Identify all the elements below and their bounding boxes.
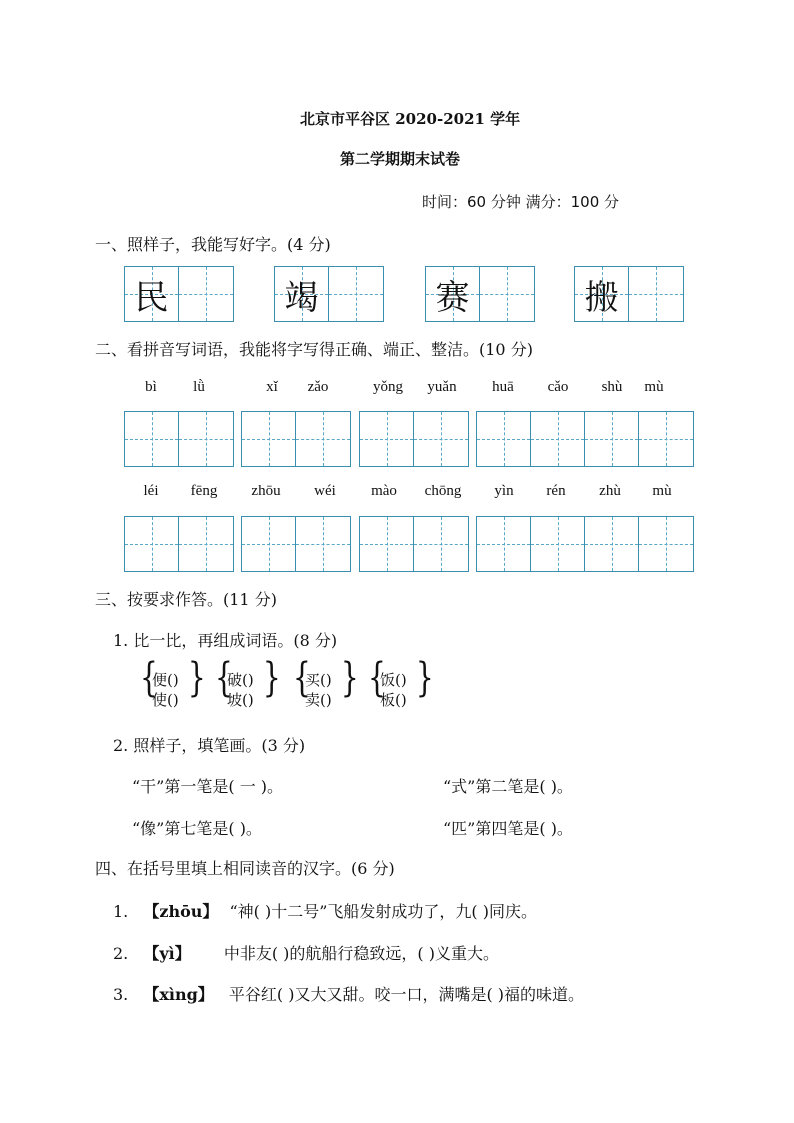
homophone-item-3[interactable] bbox=[113, 982, 584, 1005]
pinyin: zhōu bbox=[251, 483, 281, 499]
pair-char[interactable]: 便() bbox=[152, 671, 179, 689]
left-brace: { bbox=[368, 655, 386, 701]
pinyin: léi bbox=[143, 483, 159, 499]
writing-grid[interactable] bbox=[476, 411, 694, 467]
homophone-item-2[interactable] bbox=[113, 941, 499, 964]
question-3-1: 1. 比一比，再组成词语。(8 分) bbox=[113, 631, 338, 650]
item-number: 1. bbox=[113, 902, 129, 921]
stroke-question-2[interactable]: “式”第二笔是( )。 bbox=[443, 777, 573, 796]
pinyin: yuǎn bbox=[427, 379, 457, 395]
writing-grid[interactable] bbox=[359, 411, 469, 467]
sample-grid-1 bbox=[124, 266, 234, 322]
pinyin: mào bbox=[371, 483, 397, 499]
pinyin: chōng bbox=[424, 483, 462, 499]
pinyin: shù bbox=[601, 379, 623, 395]
pinyin: bì bbox=[145, 379, 157, 395]
item-pinyin: 【yì】 bbox=[143, 944, 191, 963]
pinyin: cǎo bbox=[547, 379, 569, 395]
pinyin: mù bbox=[644, 379, 664, 395]
sample-grid-3 bbox=[425, 266, 535, 322]
pair-char[interactable]: 破() bbox=[227, 671, 254, 689]
pair-char[interactable]: 卖() bbox=[305, 691, 332, 709]
section1-title: 一、照样子，我能写好字。(4 分) bbox=[95, 235, 331, 254]
pinyin: fēng bbox=[190, 483, 218, 499]
sample-char: 搬 bbox=[584, 277, 619, 318]
sample-grid-4 bbox=[574, 266, 684, 322]
left-brace: { bbox=[293, 655, 311, 701]
pinyin: yǒng bbox=[373, 379, 403, 395]
right-brace: } bbox=[187, 655, 206, 701]
pair-char[interactable]: 买() bbox=[305, 671, 332, 689]
right-brace: } bbox=[262, 655, 281, 701]
left-brace: { bbox=[215, 655, 233, 701]
compare-pair-4 bbox=[368, 655, 434, 712]
compare-pair-3 bbox=[293, 655, 359, 712]
exam-title: 北京市平谷区 2020-2021 学年 bbox=[300, 110, 521, 128]
pair-char[interactable]: 使() bbox=[152, 691, 179, 709]
item-number: 2. bbox=[113, 944, 129, 963]
pinyin: rén bbox=[546, 483, 566, 499]
item-number: 3. bbox=[113, 985, 129, 1004]
writing-grid[interactable] bbox=[124, 411, 234, 467]
writing-grid[interactable] bbox=[476, 516, 694, 572]
pinyin: wéi bbox=[314, 483, 336, 499]
item-text: 平谷红( )又大又甜。咬一口，满嘴是( )福的味道。 bbox=[228, 985, 585, 1004]
right-brace: } bbox=[340, 655, 359, 701]
item-pinyin: 【xìng】 bbox=[143, 985, 214, 1004]
right-brace: } bbox=[415, 655, 434, 701]
sample-char: 赛 bbox=[435, 277, 470, 318]
section4-title: 四、在括号里填上相同读音的汉字。(6 分) bbox=[95, 859, 395, 878]
section2-title: 二、看拼音写词语，我能将字写得正确、端正、整洁。(10 分) bbox=[95, 340, 533, 359]
pair-char[interactable]: 饭() bbox=[380, 671, 407, 689]
homophone-item-1[interactable] bbox=[113, 899, 537, 922]
item-text: 中非友( )的航船行稳致远，( )义重大。 bbox=[223, 944, 499, 963]
stroke-question-3[interactable]: “像”第七笔是( )。 bbox=[132, 819, 262, 838]
item-pinyin: 【zhōu】 bbox=[143, 902, 219, 921]
compare-pair-1 bbox=[140, 655, 206, 712]
pinyin: huā bbox=[492, 379, 514, 395]
pinyin: xǐ bbox=[266, 379, 278, 395]
pinyin: zhù bbox=[599, 483, 621, 499]
compare-pair-2 bbox=[215, 655, 281, 712]
pair-char[interactable]: 坡() bbox=[227, 691, 254, 709]
item-text: “神( )十二号”飞船发射成功了，九( )同庆。 bbox=[229, 902, 537, 921]
stroke-question-1[interactable]: “干”第一笔是( 一 )。 bbox=[132, 777, 284, 796]
section3-title: 三、按要求作答。(11 分) bbox=[95, 590, 277, 609]
writing-grid[interactable] bbox=[124, 516, 234, 572]
pinyin: mù bbox=[652, 483, 672, 499]
sample-char: 竭 bbox=[284, 277, 319, 318]
pinyin: yìn bbox=[494, 483, 514, 499]
stroke-question-4[interactable]: “匹”第四笔是( )。 bbox=[443, 819, 573, 838]
writing-grid[interactable] bbox=[359, 516, 469, 572]
pinyin: zǎo bbox=[307, 379, 329, 395]
sample-grid-2 bbox=[274, 266, 384, 322]
left-brace: { bbox=[140, 655, 158, 701]
writing-grid[interactable] bbox=[241, 516, 351, 572]
pair-char[interactable]: 板() bbox=[380, 691, 407, 709]
pinyin: lǜ bbox=[193, 379, 205, 395]
time-score-info: 时间：60 分钟 满分：100 分 bbox=[422, 193, 620, 211]
writing-grid[interactable] bbox=[241, 411, 351, 467]
question-3-2: 2. 照样子，填笔画。(3 分) bbox=[113, 736, 306, 755]
exam-subtitle: 第二学期期末试卷 bbox=[340, 150, 461, 168]
sample-char: 民 bbox=[134, 277, 169, 318]
